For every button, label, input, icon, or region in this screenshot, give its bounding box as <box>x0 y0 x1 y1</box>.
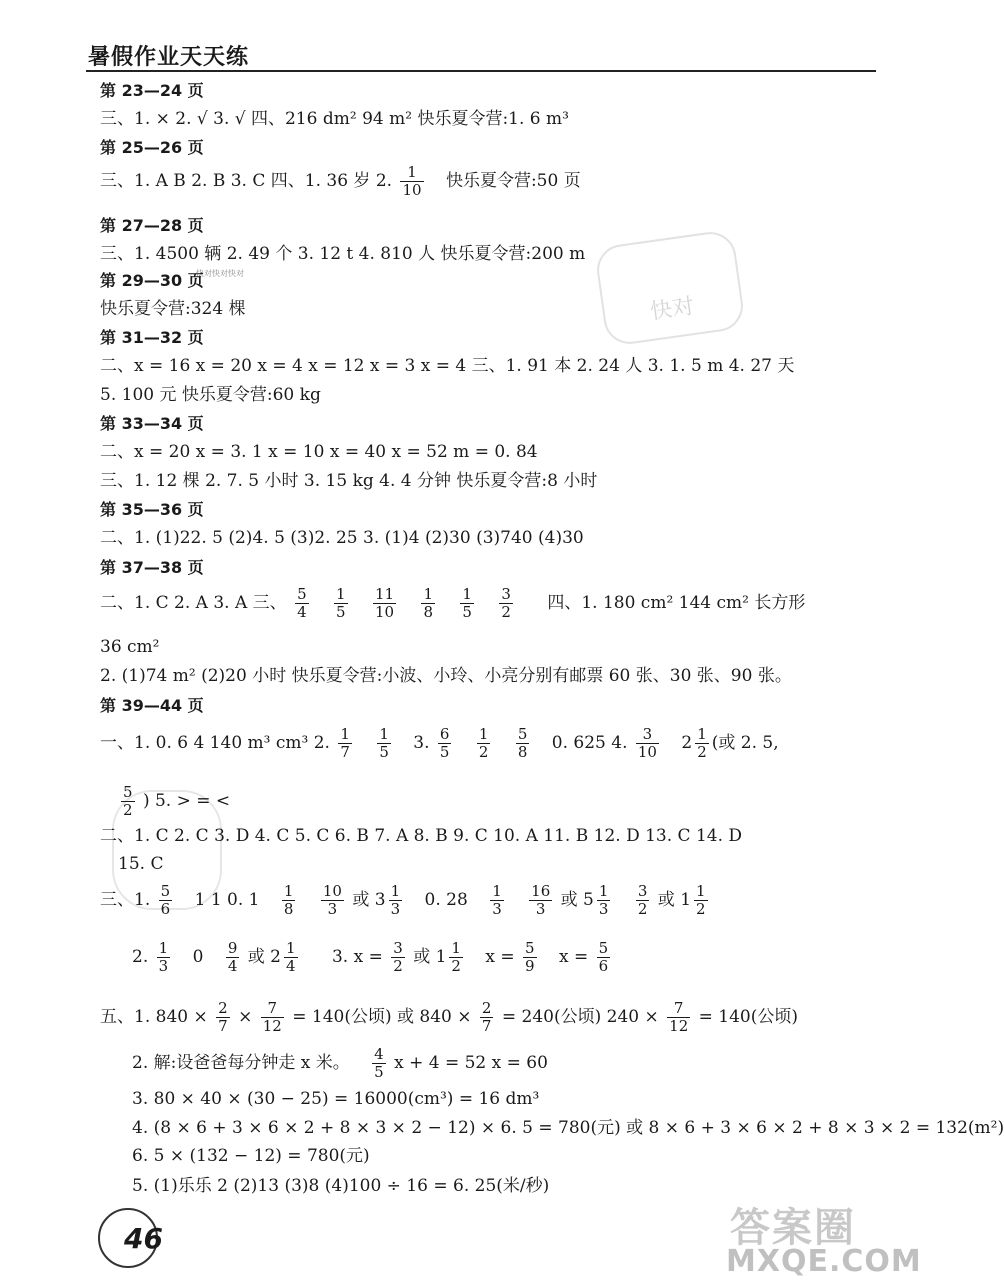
fraction: $\frac{1}{5}$ <box>379 725 389 761</box>
site-url-watermark: MXQE.COM <box>726 1244 922 1279</box>
section-title: 第 25—26 页 <box>100 138 204 157</box>
answer-line: 二、x = 20 x = 3. 1 x = 10 x = 40 x = 52 m = 0. 84 <box>100 442 538 462</box>
section-title: 第 39—44 页 <box>100 696 204 715</box>
answer-line: 15. C <box>118 854 164 874</box>
answer-line: 6. 5 × (132 − 12) = 780(元) <box>132 1146 370 1166</box>
fraction: $\frac{1}{7}$ <box>340 725 350 761</box>
fraction: $\frac{3}{2}$ <box>393 939 403 975</box>
section-title: 第 27—28 页 <box>100 216 204 235</box>
fraction: $\frac{1}{2}$ <box>696 882 706 918</box>
fraction: $\frac{1}{5}$ <box>462 585 472 621</box>
answer-line: 三、1. $\frac{5}{6}$ 1 1 0. 1 $\frac{1}{8}$ $\frac{10}{3}$ 或 3 $\frac{1}{3}$ 0. 28 $\frac{1}{3}$ $\frac{16}{3}$ 或 5 $\frac{1}{3}$ $\frac{3}{2}$ 或 1 $\frac{1}{2}$ <box>100 882 706 918</box>
fraction: $\frac{1}{2}$ <box>478 725 489 761</box>
answer-line: 3. 80 × 40 × (30 − 25) = 16000(cm³) = 16 dm³ <box>132 1089 540 1109</box>
section-title: 第 31—32 页 <box>100 328 204 347</box>
kuaidui-stamp-watermark <box>594 229 747 348</box>
fraction: $\frac{1}{8}$ <box>423 585 434 621</box>
answer-line: 4. (8 × 6 + 3 × 6 × 2 + 8 × 3 × 2 − 12) × 6. 5 = 780(元) 或 8 × 6 + 3 × 6 × 2 + 8 × 3 × 2 = 132(m²) <box>132 1118 1004 1138</box>
fraction: $\frac{1}{3}$ <box>598 882 609 918</box>
page-number: 46 <box>124 1222 163 1255</box>
section-title: 第 35—36 页 <box>100 500 204 519</box>
fraction: $\frac{5}{9}$ <box>525 939 535 975</box>
header-rule <box>86 70 876 72</box>
fraction: $\frac{1}{8}$ <box>283 882 294 918</box>
answer-line: 36 cm² <box>100 637 160 657</box>
answer-line: 2. (1)74 m² (2)20 小时 快乐夏令营:小波、小玲、小亮分别有邮票 60 张、30 张、90 张。 <box>100 666 792 686</box>
answer-line: 2. $\frac{1}{3}$ 0 $\frac{9}{4}$ 或 2 $\frac{1}{4}$ 3. x = $\frac{3}{2}$ 或 1 $\frac{1}{2}$ x = $\frac{5}{9}$ x = $\frac{5}{6}$ <box>132 939 609 975</box>
fraction: $\frac{16}{3}$ <box>531 882 551 918</box>
answer-line: 5. (1)乐乐 2 (2)13 (3)8 (4)100 ÷ 16 = 6. 25(米/秒) <box>132 1176 550 1196</box>
fraction: $\frac{1}{5}$ <box>336 585 346 621</box>
fraction: $\frac{11}{10}$ <box>374 585 395 621</box>
stamp-watermark-text: 快对 <box>648 294 696 325</box>
fraction: $\frac{1}{3}$ <box>390 882 401 918</box>
answer-line: 三、1. 4500 辆 2. 49 个 3. 12 t 4. 810 人 快乐夏令营:200 m <box>100 244 586 264</box>
fraction: $\frac{3}{10}$ <box>637 725 657 761</box>
page-header-title: 暑假作业天天练 <box>88 45 250 70</box>
answer-line: 5. 100 元 快乐夏令营:60 kg <box>100 385 321 405</box>
fraction: $\frac{7}{12}$ <box>669 999 689 1035</box>
fraction: $\frac{5}{6}$ <box>598 939 609 975</box>
fraction: $\frac{2}{7}$ <box>481 999 492 1035</box>
page-number-badge <box>98 1208 163 1268</box>
fraction: $\frac{5}{2}$ <box>123 783 133 819</box>
answer-line: $\frac{5}{2}$ ) 5. > = < <box>123 783 231 819</box>
section-title: 第 37—38 页 <box>100 558 204 577</box>
fraction: $\frac{7}{12}$ <box>262 999 282 1035</box>
fraction: $\frac{5}{4}$ <box>297 585 307 621</box>
answer-line: 二、1. (1)22. 5 (2)4. 5 (3)2. 25 3. (1)4 (2)30 (3)740 (4)30 <box>100 528 584 548</box>
answer-line: 快乐夏令营:324 棵 <box>100 299 246 319</box>
fraction: $\frac{4}{5}$ <box>374 1045 384 1081</box>
section-title: 第 29—30 页 <box>100 271 204 290</box>
answer-line: 三、1. × 2. √ 3. √ 四、216 dm² 94 m² 快乐夏令营:1. 6 m³ <box>100 109 569 129</box>
fraction: $\frac{5}{8}$ <box>517 725 528 761</box>
answer-line: 二、1. C 2. C 3. D 4. C 5. C 6. B 7. A 8. B 9. C 10. A 11. B 12. D 13. C 14. D <box>100 826 743 846</box>
fraction: $\frac{10}{3}$ <box>322 882 342 918</box>
fraction: $\frac{3}{2}$ <box>637 882 648 918</box>
small-watermark-text: 快对快对快对 <box>196 269 244 278</box>
answer-text: 快乐夏令营:50 页 <box>445 171 581 191</box>
section-title: 第 23—24 页 <box>100 81 204 100</box>
section-title: 第 33—34 页 <box>100 414 204 433</box>
answer-line: 二、x = 16 x = 20 x = 4 x = 12 x = 3 x = 4 三、1. 91 本 2. 24 人 3. 1. 5 m 4. 27 天 <box>100 356 795 376</box>
answer-line: 2. 解:设爸爸每分钟走 x 米。 $\frac{4}{5}$ x + 4 = 52 x = 60 <box>132 1045 548 1081</box>
answer-line: 五、1. 840 × $\frac{2}{7}$ × $\frac{7}{12}$ = 140(公顷) 或 840 × $\frac{2}{7}$ = 240(公顷) 240 × $\frac{7}{12}$ = 140(公顷) <box>100 999 799 1035</box>
answer-text: 二、1. C 2. A 3. A 三、 <box>100 593 287 613</box>
site-logo-watermark: 答案圈 <box>730 1205 856 1251</box>
fraction: $\frac{1}{10}$ <box>402 163 422 199</box>
fraction: $\frac{1}{3}$ <box>158 939 169 975</box>
fraction: $\frac{9}{4}$ <box>227 939 238 975</box>
fraction: $\frac{1}{3}$ <box>492 882 502 918</box>
fraction: $\frac{2}{7}$ <box>218 999 228 1035</box>
fraction: $\frac{1}{2}$ <box>697 725 707 761</box>
fraction: $\frac{3}{2}$ <box>501 585 511 621</box>
answer-line: 一、1. 0. 6 4 140 m³ cm³ 2. $\frac{1}{7}$ $\frac{1}{5}$ 3. $\frac{6}{5}$ $\frac{1}{2}$ $\frac{5}{8}$ 0. 625 4. $\frac{3}{10}$ 2 $\frac{1}{2}$ (或 2. 5, <box>100 725 779 761</box>
answer-text: 三、1. A B 2. B 3. C 四、1. 36 岁 2. <box>100 171 393 191</box>
answer-line <box>100 164 581 199</box>
fraction: $\frac{6}{5}$ <box>439 725 450 761</box>
fraction: $\frac{1}{2}$ <box>451 939 461 975</box>
answer-text: 四、1. 180 cm² 144 cm² 长方形 <box>547 593 806 613</box>
answer-line <box>100 586 805 621</box>
fraction: $\frac{1}{4}$ <box>286 939 296 975</box>
answer-line: 三、1. 12 棵 2. 7. 5 小时 3. 15 kg 4. 4 分钟 快乐夏令营:8 小时 <box>100 471 598 491</box>
fraction: $\frac{5}{6}$ <box>160 882 171 918</box>
